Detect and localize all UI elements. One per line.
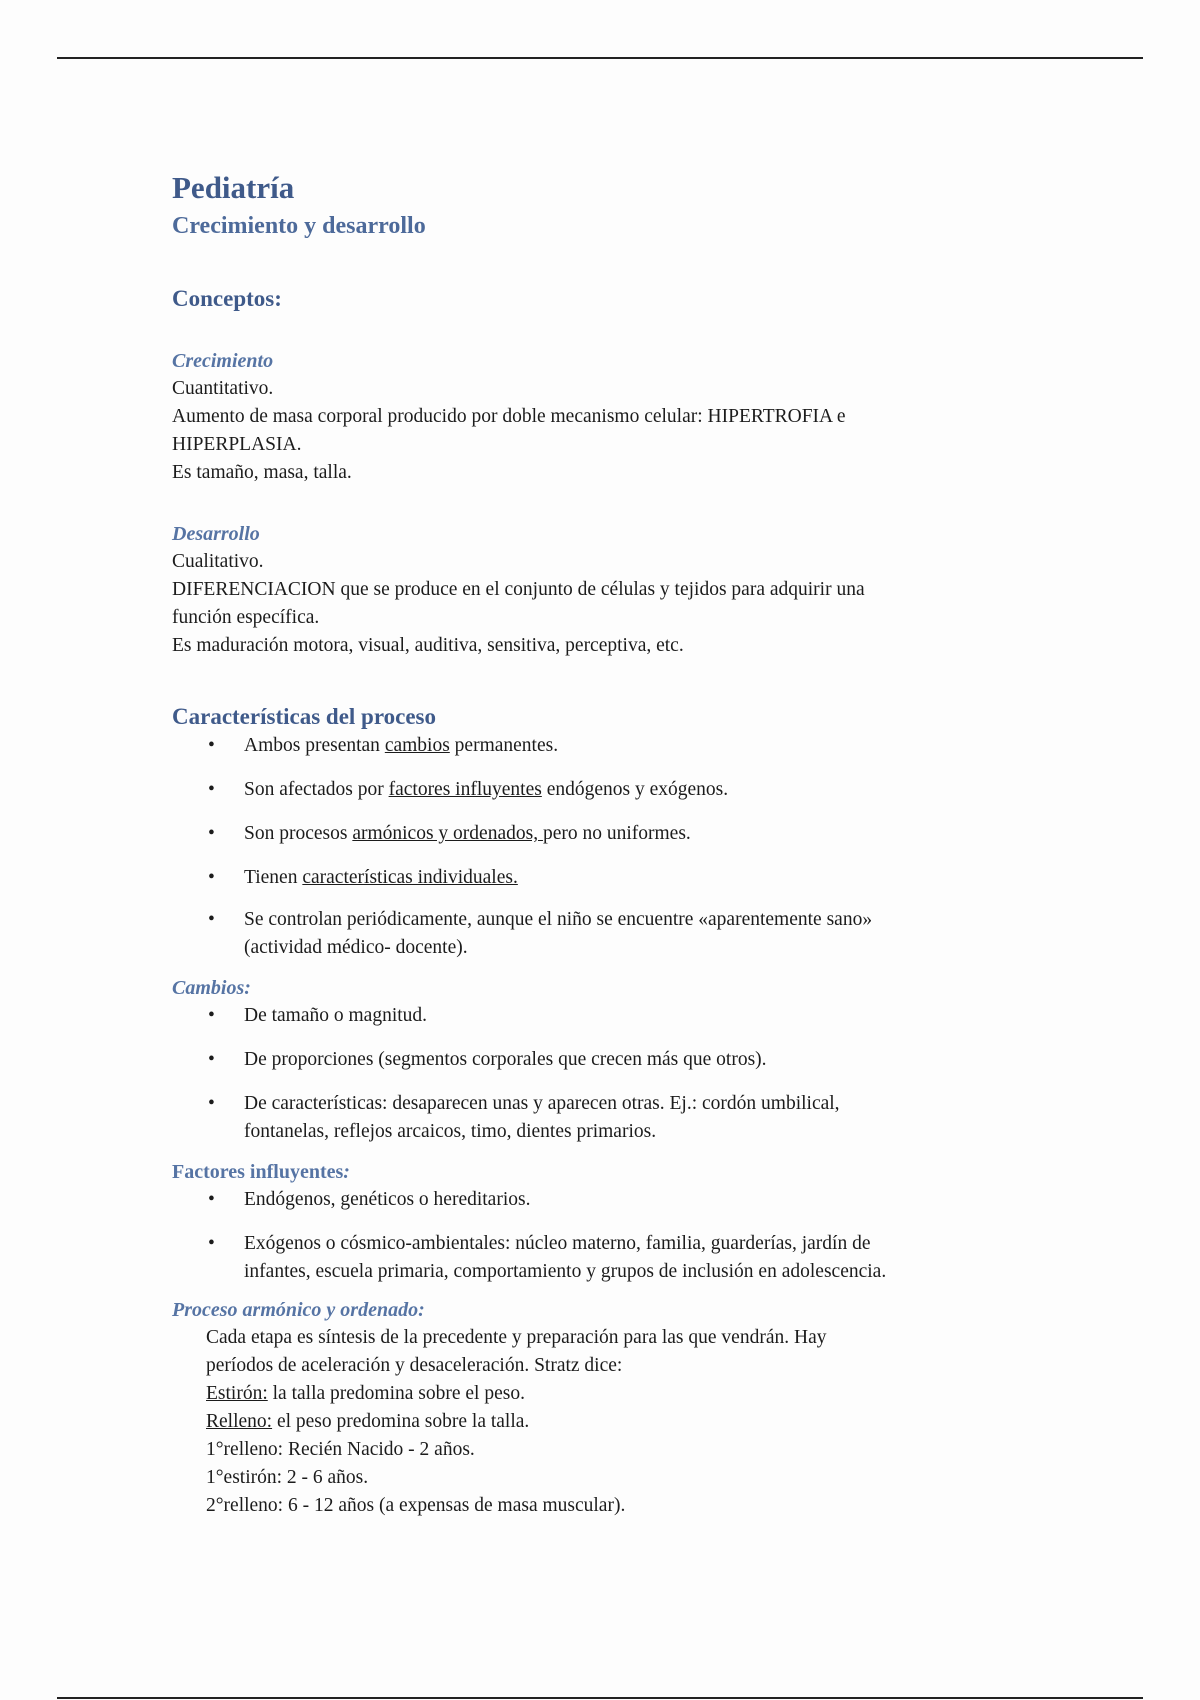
- item-underlined: cambios: [384, 735, 450, 756]
- caracteristicas-heading: Características del proceso: [172, 704, 436, 729]
- relleno-label: Relleno:: [206, 1411, 273, 1432]
- list-item: [172, 1002, 1052, 1030]
- item-text: Se controlan periódicamente, aunque el niño se encuentre «aparentemente sano»: [244, 909, 873, 930]
- item-text: (actividad médico- docente).: [244, 937, 468, 958]
- crecimiento-line: Es tamaño, masa, talla.: [172, 462, 352, 483]
- item-text: endógenos y exógenos.: [541, 779, 729, 800]
- list-item: [172, 732, 1052, 760]
- estiron-line: [206, 1380, 1052, 1408]
- item-text: De proporciones (segmentos corporales que crecen más que otros).: [244, 1049, 767, 1070]
- crecimiento-line: HIPERPLASIA.: [172, 434, 302, 455]
- relleno-text: el peso predomina sobre la talla.: [272, 1411, 530, 1432]
- proceso-heading: Proceso armónico y ordenado:: [172, 1299, 425, 1321]
- document-body: [172, 168, 1052, 1520]
- fase-line: 1°relleno: Recién Nacido - 2 años.: [206, 1439, 475, 1460]
- list-item: [172, 1046, 1052, 1074]
- factores-list: [172, 1186, 1052, 1286]
- item-text: De tamaño o magnitud.: [244, 1005, 428, 1026]
- bullet-icon: •: [208, 1049, 215, 1070]
- desarrollo-line: función específica.: [172, 607, 320, 628]
- bullet-icon: •: [208, 909, 215, 930]
- bullet-icon: •: [208, 735, 215, 756]
- item-text: Tienen: [244, 867, 303, 888]
- item-text: De características: desaparecen unas y aparecen otras. Ej.: cordón umbilical,: [244, 1093, 840, 1114]
- list-item: [172, 776, 1052, 804]
- bullet-icon: •: [208, 1005, 215, 1026]
- item-text: Son afectados por: [244, 779, 389, 800]
- desarrollo-heading: Desarrollo: [172, 523, 260, 545]
- item-text: pero no uniformes.: [542, 823, 691, 844]
- fase-line: 1°estirón: 2 - 6 años.: [206, 1467, 369, 1488]
- bullet-icon: •: [208, 1093, 215, 1114]
- proceso-body: [172, 1324, 1052, 1520]
- bullet-icon: •: [208, 1233, 215, 1254]
- page-subtitle: Crecimiento y desarrollo: [172, 213, 426, 239]
- crecimiento-heading: Crecimiento: [172, 350, 274, 372]
- factores-heading-colon: :: [343, 1161, 350, 1183]
- factores-heading-text: Factores influyentes: [172, 1161, 344, 1183]
- item-text: Endógenos, genéticos o hereditarios.: [244, 1189, 531, 1210]
- item-text: fontanelas, reflejos arcaicos, timo, dientes primarios.: [244, 1121, 657, 1142]
- bullet-icon: •: [208, 823, 215, 844]
- caracteristicas-list: [172, 732, 1052, 962]
- list-item: [172, 1186, 1052, 1214]
- estiron-text: la talla predomina sobre el peso.: [267, 1383, 525, 1404]
- crecimiento-line: Cuantitativo.: [172, 378, 274, 399]
- bullet-icon: •: [208, 1189, 215, 1210]
- page-title: Pediatría: [172, 170, 295, 205]
- proceso-line: períodos de aceleración y desaceleración. Stratz dice:: [206, 1355, 623, 1376]
- list-item: [172, 906, 1052, 962]
- list-item: [172, 820, 1052, 848]
- item-text: Exógenos o cósmico-ambientales: núcleo materno, familia, guarderías, jardín de: [244, 1233, 871, 1254]
- item-text: Ambos presentan: [244, 735, 385, 756]
- header-rule: [57, 57, 1143, 59]
- desarrollo-line: Cualitativo.: [172, 551, 264, 572]
- cambios-list: [172, 1002, 1052, 1146]
- estiron-label: Estirón:: [206, 1383, 268, 1404]
- desarrollo-line: DIFERENCIACION que se produce en el conjunto de células y tejidos para adquirir una: [172, 579, 865, 600]
- footer-rule: [57, 1697, 1143, 1699]
- bullet-icon: •: [208, 779, 215, 800]
- item-text: infantes, escuela primaria, comportamiento y grupos de inclusión en adolescencia.: [244, 1261, 887, 1282]
- fase-line: 2°relleno: 6 - 12 años (a expensas de masa muscular).: [206, 1495, 626, 1516]
- list-item: [172, 1230, 1052, 1286]
- desarrollo-line: Es maduración motora, visual, auditiva, sensitiva, perceptiva, etc.: [172, 635, 684, 656]
- item-text: Son procesos: [244, 823, 353, 844]
- item-underlined: características individuales.: [302, 867, 518, 888]
- cambios-heading: Cambios:: [172, 977, 251, 999]
- list-item: [172, 1090, 1052, 1146]
- list-item: [172, 864, 1052, 892]
- factores-heading: [172, 1158, 1052, 1186]
- relleno-line: [206, 1408, 1052, 1436]
- crecimiento-line: Aumento de masa corporal producido por doble mecanismo celular: HIPERTROFIA e: [172, 406, 846, 427]
- item-underlined: armónicos y ordenados,: [352, 823, 543, 844]
- item-text: permanentes.: [449, 735, 559, 756]
- item-underlined: factores influyentes: [388, 779, 542, 800]
- bullet-icon: •: [208, 867, 215, 888]
- proceso-line: Cada etapa es síntesis de la precedente y preparación para las que vendrán. Hay: [206, 1327, 827, 1348]
- conceptos-heading: Conceptos:: [172, 286, 282, 311]
